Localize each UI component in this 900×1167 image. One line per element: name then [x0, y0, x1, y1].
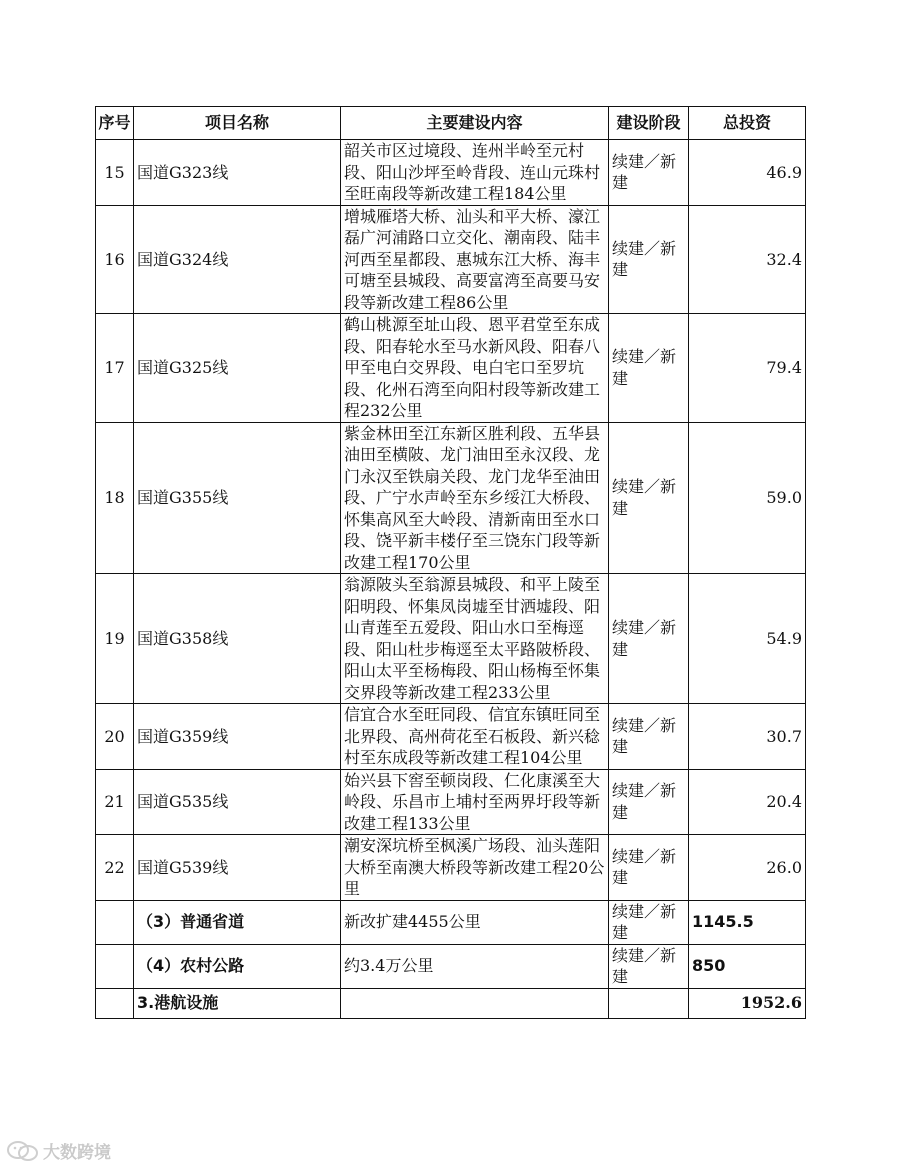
section-stage	[609, 988, 689, 1018]
row-stage: 续建／新建	[609, 205, 689, 314]
row-investment: 30.7	[689, 704, 806, 770]
section-investment: 1952.6	[689, 988, 806, 1018]
row-name: 国道G359线	[134, 704, 341, 770]
header-content: 主要建设内容	[341, 107, 609, 140]
row-no-empty	[96, 944, 134, 988]
row-content: 紫金林田至江东新区胜利段、五华县油田至横陂、龙门油田至永汉段、龙门永汉至铁扇关段、龙门龙华至油田段、广宁水声岭至东乡绥江大桥段、怀集高风至大岭段、清新南田至水口段、饶平新丰楼仔至三饶东门段等新改建工程170公里	[341, 422, 609, 574]
subtotal-label: （4）农村公路	[134, 944, 341, 988]
subtotal-stage: 续建／新建	[609, 900, 689, 944]
table-row	[96, 835, 806, 901]
section-content	[341, 988, 609, 1018]
subtotal-stage: 续建／新建	[609, 944, 689, 988]
table-header-row	[96, 107, 806, 140]
row-stage: 续建／新建	[609, 769, 689, 835]
row-no: 17	[96, 314, 134, 423]
row-investment: 79.4	[689, 314, 806, 423]
row-content: 始兴县下窖至顿岗段、仁化康溪至大岭段、乐昌市上埔村至两界圩段等新改建工程133公里	[341, 769, 609, 835]
header-stage: 建设阶段	[609, 107, 689, 140]
wechat-logo-icon	[6, 1140, 40, 1162]
row-content: 鹤山桃源至址山段、恩平君堂至东成段、阳春轮水至马水新风段、阳春八甲至电白交界段、电白宅口至罗坑段、化州石湾至向阳村段等新改建工程232公里	[341, 314, 609, 423]
row-stage: 续建／新建	[609, 704, 689, 770]
row-content: 潮安深坑桥至枫溪广场段、汕头莲阳大桥至南澳大桥段等新改建工程20公里	[341, 835, 609, 901]
row-content: 信宜合水至旺同段、信宜东镇旺同至北界段、高州荷花至石板段、新兴稔村至东成段等新改建工程104公里	[341, 704, 609, 770]
subtotal-label: （3）普通省道	[134, 900, 341, 944]
row-name: 国道G355线	[134, 422, 341, 574]
watermark-text: 大数跨境	[43, 1143, 111, 1163]
table-row	[96, 140, 806, 206]
row-investment: 20.4	[689, 769, 806, 835]
row-no: 21	[96, 769, 134, 835]
row-investment: 54.9	[689, 574, 806, 704]
investment-table	[95, 106, 806, 1019]
row-stage: 续建／新建	[609, 574, 689, 704]
row-no: 22	[96, 835, 134, 901]
section-row	[96, 988, 806, 1018]
subtotal-content: 约3.4万公里	[341, 944, 609, 988]
subtotal-row	[96, 944, 806, 988]
section-label: 3.港航设施	[134, 988, 341, 1018]
row-no-empty	[96, 988, 134, 1018]
table-row	[96, 769, 806, 835]
row-content: 增城雁塔大桥、汕头和平大桥、濠江磊广河浦路口立交化、潮南段、陆丰河西至星都段、惠城东江大桥、海丰可塘至县城段、高要富湾至高要马安段等新改建工程86公里	[341, 205, 609, 314]
row-no: 15	[96, 140, 134, 206]
subtotal-investment: 850	[689, 944, 806, 988]
table-row	[96, 422, 806, 574]
row-stage: 续建／新建	[609, 422, 689, 574]
row-investment: 59.0	[689, 422, 806, 574]
table-row	[96, 574, 806, 704]
row-name: 国道G539线	[134, 835, 341, 901]
subtotal-content: 新改扩建4455公里	[341, 900, 609, 944]
row-stage: 续建／新建	[609, 140, 689, 206]
header-investment: 总投资	[689, 107, 806, 140]
row-stage: 续建／新建	[609, 835, 689, 901]
subtotal-row	[96, 900, 806, 944]
row-investment: 46.9	[689, 140, 806, 206]
header-no: 序号	[96, 107, 134, 140]
row-no: 19	[96, 574, 134, 704]
row-name: 国道G535线	[134, 769, 341, 835]
row-name: 国道G325线	[134, 314, 341, 423]
row-investment: 32.4	[689, 205, 806, 314]
row-no: 16	[96, 205, 134, 314]
row-investment: 26.0	[689, 835, 806, 901]
row-no: 20	[96, 704, 134, 770]
header-name: 项目名称	[134, 107, 341, 140]
row-no-empty	[96, 900, 134, 944]
table-row	[96, 704, 806, 770]
watermark	[6, 1138, 111, 1163]
row-stage: 续建／新建	[609, 314, 689, 423]
row-no: 18	[96, 422, 134, 574]
row-name: 国道G323线	[134, 140, 341, 206]
table-row	[96, 314, 806, 423]
subtotal-investment: 1145.5	[689, 900, 806, 944]
row-content: 韶关市区过境段、连州半岭至元村段、阳山沙坪至岭背段、连山元珠村至旺南段等新改建工程184公里	[341, 140, 609, 206]
row-name: 国道G358线	[134, 574, 341, 704]
row-content: 翁源陂头至翁源县城段、和平上陵至阳明段、怀集凤岗墟至甘洒墟段、阳山青莲至五爱段、阳山水口至梅逕段、阳山杜步梅逕至太平路陂桥段、阳山太平至杨梅段、阳山杨梅至怀集交界段等新改建工程233公里	[341, 574, 609, 704]
row-name: 国道G324线	[134, 205, 341, 314]
table-row	[96, 205, 806, 314]
